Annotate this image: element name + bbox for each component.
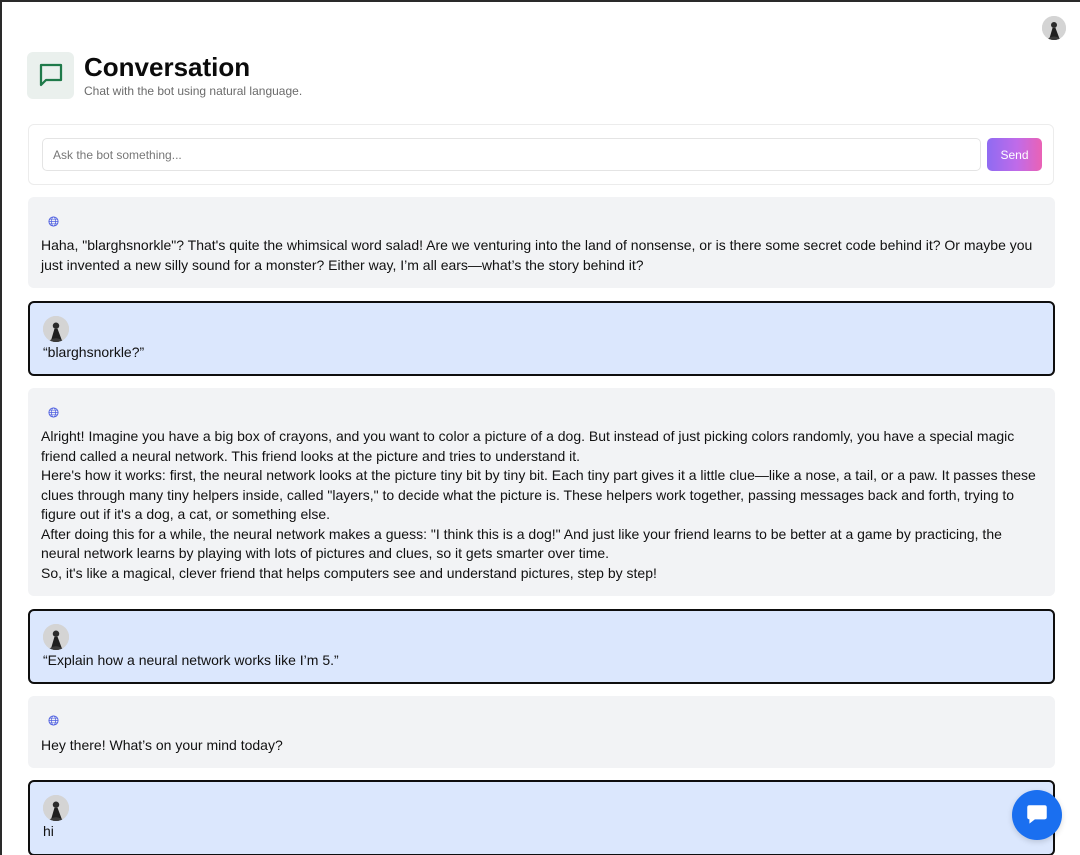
chat-bubble-icon: [27, 52, 74, 99]
avatar-image-icon: [43, 316, 69, 342]
page-subtitle: Chat with the bot using natural language.: [84, 84, 303, 98]
avatar: [43, 795, 69, 821]
message-paragraph: So, it's like a magical, clever friend that helps computers see and understand pictures, step by step!: [41, 564, 657, 581]
send-button[interactable]: Send: [987, 138, 1042, 171]
message-text: [41, 236, 1041, 275]
bot-message: [28, 197, 1055, 288]
bot-message: [28, 696, 1055, 768]
avatar-image-icon: [43, 624, 69, 650]
message-paragraph: Here's how it works: first, the neural network looks at the picture tiny bit by tiny bit. Each tiny part gives it a little clue—like a nose, a tail, or a paw. It passes these clues through many tiny helpers inside, called "layers," to decide what the picture is. These helpers work together, passing messages back and forth, trying to figure out if it's a dog, a cat, or something else.: [41, 467, 1036, 522]
message-icon: [1024, 802, 1050, 828]
message-text: “Explain how a neural network works like I’m 5.”: [43, 652, 339, 668]
avatar-image-icon: [1042, 16, 1066, 40]
user-message: [28, 609, 1055, 684]
page-title: Conversation: [84, 52, 251, 82]
message-text: hi: [43, 823, 54, 839]
bot-message: [28, 388, 1055, 596]
avatar: [43, 316, 69, 342]
avatar-image-icon: [43, 795, 69, 821]
chat-input[interactable]: [42, 138, 981, 171]
user-message: [28, 780, 1055, 855]
message-text: [41, 427, 1041, 583]
globe-icon: [48, 216, 59, 227]
profile-avatar[interactable]: [1042, 16, 1066, 40]
message-text: [41, 736, 1041, 756]
avatar: [43, 624, 69, 650]
page-header: [27, 51, 302, 99]
user-message: [28, 301, 1055, 376]
message-paragraph: Hey there! What’s on your mind today?: [41, 737, 283, 753]
globe-icon: [48, 715, 59, 726]
message-composer: [28, 124, 1054, 185]
globe-icon: [48, 407, 59, 418]
chat-launcher-button[interactable]: [1012, 790, 1062, 840]
message-paragraph: Alright! Imagine you have a big box of crayons, and you want to color a picture of a dog. But instead of just picking colors randomly, you have a special magic friend called a neural network. This friend looks at the picture and tries to understand it.: [41, 428, 1015, 464]
message-text: “blarghsnorkle?”: [43, 344, 145, 360]
message-paragraph: After doing this for a while, the neural network makes a guess: "I think this is a dog!" And just like your friend learns to be better at a game by practicing, the neural network learns by playing with lots of pictures and clues, so it gets smarter over time.: [41, 525, 1002, 561]
message-paragraph: Haha, "blarghsnorkle"? That's quite the whimsical word salad! Are we venturing into the land of nonsense, or is there some secret code behind it? Or maybe you just invented a new silly sound for a monster? Either way, I’m all ears—what’s the story behind it?: [41, 237, 1033, 273]
